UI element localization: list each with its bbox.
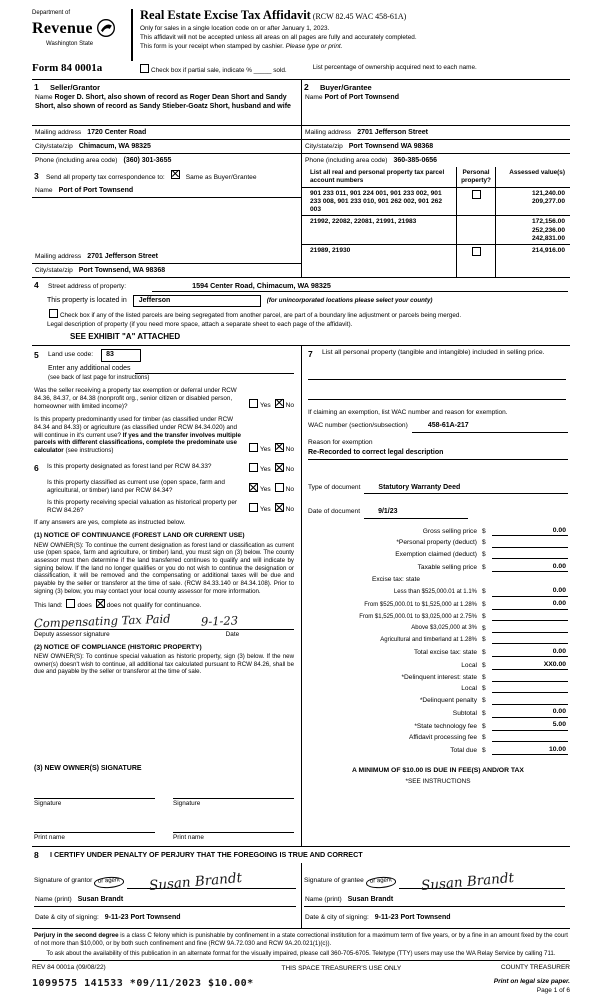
correspondence-csz-value: Port Townsend, WA 98368 — [78, 266, 166, 274]
timber-question: Is this property predominantly used for timber (as classified under RCW 84.34 and 84.33) or agriculture (as classified under RCW 84.34.020) and will continue in it's current use? If yes and the transfer involves multiple parcels with different classifications, complete the predominate use calculator (see instructions) Yes No — [34, 415, 294, 455]
same-as-buyer-checkbox — [171, 170, 180, 179]
owner-signature-line-2 — [173, 790, 294, 799]
logo-dept-text: Department of — [32, 10, 71, 16]
owner-print-name-line-1 — [34, 824, 155, 833]
form-note-3: This form is your receipt when stamped by cashier. — [140, 42, 286, 50]
buyer-csz-field: City/state/zip Port Townsend WA 98368 — [302, 140, 570, 154]
rev-number: REV 84 0001a (09/08/22) — [32, 964, 106, 972]
historic-no-checkbox — [275, 503, 284, 512]
grantee-date-city-field: Date & city of signing: 9-11-23 Port Townsend — [305, 913, 451, 921]
buyer-mailing-field: Mailing address 2701 Jefferson Street — [302, 126, 570, 140]
or-agent-circled: or agent — [94, 876, 125, 889]
parcel-row-1 — [302, 187, 570, 216]
col-parcel-numbers: List all real and personal property tax parcel account numbers — [310, 168, 445, 184]
forest-no-checkbox — [275, 463, 284, 472]
if-yes-note: If any answers are yes, complete as instructed below. — [34, 519, 186, 527]
handwritten-date: 9-1-23 — [200, 613, 238, 629]
tax-line-technology-fee: *State technology fee $ 5.00 — [414, 721, 566, 730]
seller-mailing-field: Mailing address 1720 Center Road — [32, 126, 301, 140]
grantor-signature-line — [127, 864, 296, 895]
parcel-row-3 — [302, 244, 570, 277]
seller-mailing-value: 1720 Center Road — [87, 129, 147, 137]
parcel-numbers: 901 233 011, 901 224 001, 901 233 002, 901 233 008, 901 233 010, 901 262 002, 901 262 003 — [310, 189, 442, 214]
tax-line-processing-fee: Affidavit processing fee $ — [308, 734, 568, 742]
send-correspondence-label: Send all property tax correspondence to: — [46, 173, 165, 181]
grantor-date-city-value: 9-11-23 Port Townsend — [104, 913, 181, 921]
seller-phone-field: Phone (including area code) (360) 301-3655 — [35, 156, 172, 164]
section-5-number: 5 — [34, 350, 39, 361]
seller-csz-value: Chimacum, WA 98325 — [78, 143, 151, 151]
document-type-value: Statutory Warranty Deed — [364, 484, 568, 495]
forest-land-question: 6 Is this property designated as forest land per RCW 84.33? Yes No — [34, 463, 294, 475]
reason-for-exemption-label: Reason for exemption — [308, 438, 373, 446]
land-use-code-label: Land use code: — [48, 351, 94, 359]
assessed-values: 214,916.00 — [531, 247, 565, 255]
percentage-note: List percentage of ownership acquired next to each name. — [312, 64, 477, 71]
additional-codes-blank — [135, 366, 295, 374]
unincorporated-note: (for unincorporated locations please select your county) — [266, 297, 433, 305]
notice-compliance-body: NEW OWNER(S): To continue special valuation as historic property, sign (3) below. If the new owner(s) doesn't wish to continue, all additional tax calculated pursuant to RCW 84.26, shall be due and payable by the seller or transferor at the time of sale. — [34, 652, 294, 676]
logo-revenue-text: Revenue — [32, 20, 93, 38]
owner-print-name-line-2 — [173, 824, 294, 833]
legal-description-label: Legal description of property (if you need more space, attach a separate sheet to each page of the affidavit). — [47, 321, 353, 329]
tax-line-total-due: Total due $ 10.00 — [450, 745, 566, 755]
historic-question: Is this property receiving special valuation as historical property per RCW 84.26? Yes No — [47, 499, 294, 515]
section-8-number: 8 — [34, 850, 39, 861]
tax-line-agricultural: Agricultural and timberland at 1.28% $ — [308, 636, 568, 644]
grantor-handwritten-signature: Susan Brandt — [148, 869, 243, 895]
segregated-text: Check box if any of the listed parcels are being segregated from another parcel, are part of a boundary line adjustment or parcels being merged. — [60, 312, 462, 320]
date-label: Date — [225, 630, 240, 638]
document-date-value: 9/1/23 — [364, 508, 468, 519]
county-select: Jefferson — [133, 295, 261, 308]
reason-for-exemption-value: Re-Recorded to correct legal description — [308, 448, 568, 460]
grantee-print-name-field: Name (print) Susan Brandt — [304, 896, 565, 907]
parcel-table-header — [302, 167, 570, 187]
tax-line-total-state: Total excise tax: state $ 0.00 — [413, 647, 566, 657]
notice-compliance-title: (2) NOTICE OF COMPLIANCE (HISTORIC PROPERTY) — [34, 643, 202, 651]
tax-line-delinquent-interest: *Delinquent interest: state $ — [308, 674, 568, 682]
notice-continuance-title: (1) NOTICE OF CONTINUANCE (FOREST LAND OR CURRENT USE) — [34, 532, 245, 540]
does-checkbox — [66, 599, 75, 608]
correspondence-csz-field: City/state/zip Port Townsend, WA 98368 — [35, 266, 166, 274]
additional-codes-label: Enter any additional codes — [48, 364, 131, 372]
county-treasurer-label: COUNTY TREASURER — [500, 964, 570, 972]
does-not-checkbox — [96, 599, 105, 608]
page-number: Page 1 of 6 — [536, 986, 570, 994]
treasurer-stamp: 1099575 141533 *09/11/2023 $10.00* — [32, 977, 254, 989]
partial-sale-label: Check box if partial sale, indicate % _____ sold. — [151, 67, 287, 74]
personal-property-blank-line — [308, 360, 566, 380]
grantor-signature-block: Signature of grantor or agent Susan Brandt Name (print) Susan Brandt Date & city of signing: 9-11-23 Port Townsend — [32, 863, 301, 929]
continuance-qualify-row: This land: does does not qualify for continuance. — [34, 599, 294, 610]
minimum-due-note: A MINIMUM OF $10.00 IS DUE IN FEE(S) AND/OR TAX — [352, 767, 524, 775]
document-date-field: Date of document 9/1/23 — [308, 508, 568, 519]
grantee-signature-line — [399, 864, 565, 895]
perjury-notice: Perjury in the second degree is a class C felony which is punishable by confinement in a state correctional institution for a maximum term of five years, or by a fine in an amount fixed by the court of not more than $10,000, or by both such confinement and fine (RCW 9A.72.030 and RCW 9A.20.021(1)(c)). To ask about the availability of this publication in an alternate format for the visually impaired, please call 360-705-6705. Teletype (TTY) users may use the WA Relay Service by calling 711. — [32, 929, 570, 961]
legal-description-value: SEE EXHIBIT "A" ATTACHED — [70, 332, 181, 342]
new-owner-signature-title: (3) NEW OWNER(S) SIGNATURE — [34, 765, 142, 773]
grantee-print-name-value: Susan Brandt — [347, 895, 394, 903]
dor-logo — [32, 7, 129, 61]
current-use-question: Is this property classified as current use (open space, farm and agricultural, or timber) land per RCW 84.34? Yes No — [47, 479, 294, 495]
tax-line-local: Local $ XX0.00 — [461, 660, 566, 669]
tax-line-personal: *Personal property (deduct) $ — [308, 539, 568, 547]
alternate-format-note: To ask about the availability of this publication in an alternate format for the visually impaired, please call 360-705-6705. Teletype (TTY) users may use the WA Relay Service by calling 711. — [46, 949, 556, 957]
grantee-date-city-value: 9-11-23 Port Townsend — [374, 913, 451, 921]
tax-line-taxable: Taxable selling price $ 0.00 — [417, 562, 566, 571]
personal-property-checkbox-3 — [472, 247, 481, 256]
tax-computation — [308, 523, 568, 755]
personal-property-blank-line — [308, 380, 566, 400]
grantor-print-name-field: Name (print) Susan Brandt — [34, 896, 296, 907]
perjury-lead: Perjury in the second degree — [34, 932, 119, 940]
same-as-buyer-label: Same as Buyer/Grantee — [185, 173, 257, 181]
exemption-yes-checkbox — [249, 399, 258, 408]
form-title: Real Estate Excise Tax Affidavit — [140, 8, 311, 22]
certification-statement: I CERTIFY UNDER PENALTY OF PERJURY THAT THE FOREGOING IS TRUE AND CORRECT — [50, 850, 363, 860]
assessed-values: 121,240.00 209,277.00 — [531, 189, 565, 205]
form-note-1: Only for sales in a single location code on or after January 1, 2023. — [140, 24, 330, 32]
section-4-number: 4 — [34, 279, 39, 290]
section-2-title: Buyer/Grantee — [320, 82, 372, 92]
col-personal-property: Personal property? — [456, 167, 496, 187]
tax-line-bracket-4: Above $3,025,000 at 3% $ — [308, 625, 568, 633]
section-2-number: 2 — [304, 81, 309, 92]
form-note-2: This affidavit will not be accepted unless all areas on all pages are fully and accurately completed. — [140, 33, 417, 41]
form-title-code: (RCW 82.45 WAC 458-61A) — [312, 12, 407, 21]
street-address-label: Street address of property: — [48, 282, 127, 290]
header-divider — [131, 9, 133, 61]
or-agent-circled: or agent — [365, 876, 396, 889]
personal-property-label: List all personal property (tangible and intangible) included in selling price. — [322, 349, 545, 357]
section-3-correspondence — [32, 167, 570, 278]
section-7-number: 7 — [308, 349, 313, 360]
notice-continuance-body: NEW OWNER(S): To continue the current designation as forest land or classification as current use (open space, farm and agriculture, or timber) land, you must sign on (3) below. The county assessor must then determine if the land transferred continues to qualify and will indicate by signing below. If the land no longer qualifies or you do not wish to continue the designation or classification, it will be removed and the compensating or additional taxes will be due and payable by the seller or transferor at the time of sale. (RCW 84.33.140 or 84.34.108). Prior to signing (3) below, you may contact your local county assessor for more information. — [34, 541, 294, 595]
parcel-numbers: 21992, 22082, 22081, 21991, 21983 — [310, 218, 417, 226]
section-4-property — [32, 278, 570, 347]
header — [32, 7, 570, 61]
personal-property-checkbox-1 — [472, 190, 481, 199]
timber-yes-checkbox — [249, 443, 258, 452]
grantor-date-city-field: Date & city of signing: 9-11-23 Port Townsend — [35, 913, 181, 921]
page-footer — [32, 961, 570, 994]
section-3-number: 3 — [34, 170, 39, 181]
see-instructions-note: *SEE INSTRUCTIONS — [405, 777, 471, 785]
exemption-no-checkbox — [275, 399, 284, 408]
owner-signature-line-1 — [34, 790, 155, 799]
partial-sale-checkbox — [140, 64, 149, 73]
current-use-yes-checkbox — [249, 483, 258, 492]
buyer-name-field: Name Port of Port Townsend — [302, 93, 570, 126]
tax-line-exemption: Exemption claimed (deduct) $ — [308, 551, 568, 559]
form-note-3-italic: Please type or print. — [285, 42, 343, 50]
dor-logo-icon — [96, 18, 116, 42]
grantee-signature-block: Signature of grantee or agent Susan Brandt Name (print) Susan Brandt Date & city of signing: 9-11-23 Port Townsend — [301, 863, 570, 929]
deputy-assessor-label: Deputy assessor signature — [34, 630, 110, 638]
wac-number-field: WAC number (section/subsection) 458-61A-217 — [308, 422, 568, 433]
parcel-table — [302, 167, 570, 277]
deputy-assessor-signature-line — [34, 613, 294, 630]
buyer-mailing-value: 2701 Jefferson Street — [357, 129, 429, 137]
seller-name-label: Name — [35, 94, 53, 102]
form-body — [32, 79, 570, 930]
section-2-buyer — [301, 80, 570, 167]
tax-line-excise-header: Excise tax: state — [371, 575, 420, 583]
section-1-seller — [32, 80, 301, 167]
legal-size-note: Print on legal size paper. — [493, 977, 570, 985]
correspondence-name-field: Name Port of Port Townsend — [32, 184, 301, 198]
form-number: Form 84 0001a — [32, 62, 103, 74]
exemption-question: Was the seller receiving a property tax exemption or deferral under RCW 84.36, 84.37, or 84.38 (nonprofit org., senior citizen or disabled person, homeowner with limited income)? Yes No — [34, 387, 294, 410]
section-1-title: Seller/Grantor — [50, 82, 101, 92]
street-address-value: 1594 Center Road, Chimacum, WA 98325 — [152, 281, 568, 292]
buyer-phone-value: 360-385-0656 — [393, 156, 438, 164]
section-8-certification — [32, 847, 570, 929]
correspondence-mailing-value: 2701 Jefferson Street — [87, 253, 159, 261]
seller-name-field — [32, 93, 301, 126]
buyer-csz-value: Port Townsend WA 98368 — [348, 143, 434, 151]
forest-yes-checkbox — [249, 463, 258, 472]
section-7-column — [301, 346, 570, 846]
correspondence-mailing-field: Mailing address 2701 Jefferson Street — [32, 250, 301, 264]
title-block — [140, 7, 570, 61]
tax-line-gross: Gross selling price $ 0.00 — [422, 526, 566, 535]
current-use-no-checkbox — [275, 483, 284, 492]
handwritten-note: Compensating Tax Paid — [33, 611, 171, 631]
tax-line-bracket-3: From $1,525,000.01 to $3,025,000 at 2.75% $ — [308, 613, 568, 621]
tax-line-delinquent-penalty: *Delinquent penalty $ — [308, 697, 568, 705]
tax-line-bracket-1: Less than $525,000.01 at 1.1% $ 0.00 — [393, 587, 566, 596]
section-5-header — [34, 348, 294, 362]
buyer-phone-field: Phone (including area code) 360-385-0656 — [305, 156, 438, 164]
historic-yes-checkbox — [249, 503, 258, 512]
treasurer-space-label: THIS SPACE TREASURER'S USE ONLY — [281, 965, 402, 973]
seller-name-value: Roger D. Short, also shown of record as Roger Dean Short and Sandy Short, also shown of record as Sandy Stieber-Goatz Short, husband and wife — [35, 94, 291, 111]
grantor-print-name-value: Susan Brandt — [77, 895, 124, 903]
exemption-claim-note: If claiming an exemption, list WAC number and reason for exemption. — [308, 408, 508, 416]
timber-no-checkbox — [275, 443, 284, 452]
segregated-checkbox — [49, 309, 58, 318]
assessed-values: 172,156.00 252,236.00 242,831.00 — [531, 218, 565, 242]
form-number-row — [32, 62, 570, 76]
document-type-field: Type of document Statutory Warranty Deed — [308, 484, 568, 495]
tax-line-delinquent-local: Local $ — [308, 685, 568, 693]
seller-csz-field: City/state/zip Chimacum, WA 98325 — [32, 140, 301, 154]
located-in-label: This property is located in — [47, 296, 127, 304]
tax-line-bracket-2: From $525,000.01 to $1,525,000 at 1.28% $ 0.00 — [364, 600, 566, 609]
seller-phone-value: (360) 301-3655 — [123, 156, 172, 164]
grantee-handwritten-signature: Susan Brandt — [420, 869, 515, 895]
parcel-numbers: 21989, 21930 — [310, 247, 351, 255]
land-use-code-value: 83 — [101, 349, 141, 362]
col-assessed-values: Assessed value(s) — [509, 168, 565, 176]
parcel-row-2 — [302, 215, 570, 244]
section-1-number: 1 — [34, 81, 39, 92]
see-back-note: (see back of last page for instructions) — [48, 374, 150, 381]
correspondence-name-value: Port of Port Townsend — [58, 186, 134, 194]
tax-line-subtotal: Subtotal $ 0.00 — [452, 708, 566, 717]
logo-state-text: Washington State — [46, 41, 94, 48]
section-6-number: 6 — [34, 463, 39, 474]
buyer-name-value: Port of Port Townsend — [324, 94, 399, 102]
sections-5-6-column — [32, 346, 301, 846]
wac-number-value: 458-61A-217 — [412, 422, 568, 433]
new-owner-signature-block: (3) NEW OWNER(S) SIGNATURE Signature Signature Print name Print name — [34, 755, 294, 842]
